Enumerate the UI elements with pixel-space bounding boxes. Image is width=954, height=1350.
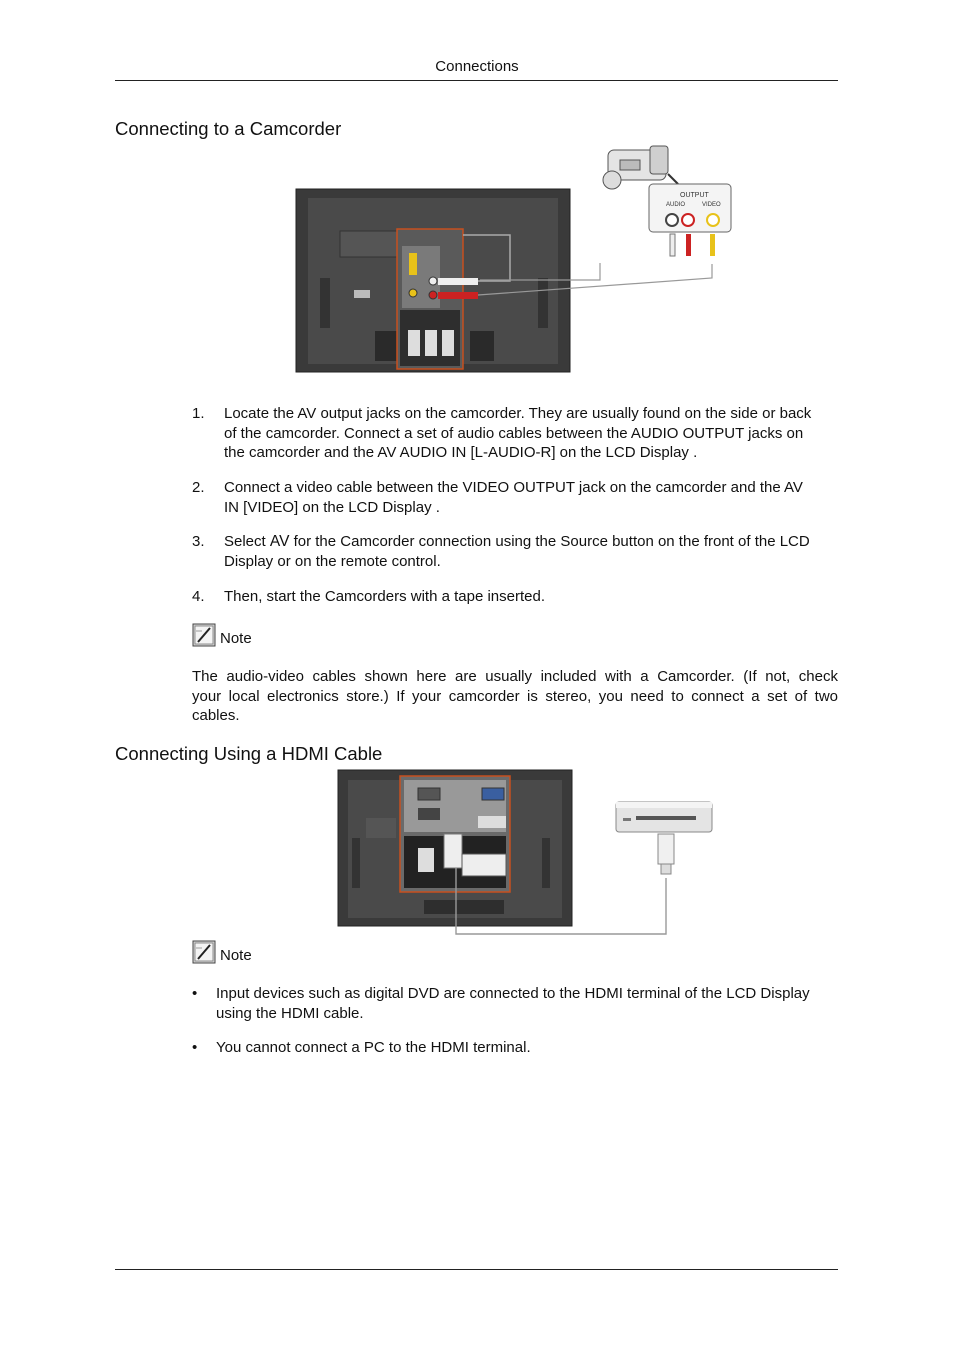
note-1-line-3: cables. [192, 707, 240, 724]
step-1-line-1: Locate the AV output jacks on the camcorder. They are usually found on the side or back [224, 405, 812, 422]
step-3-rest: for the Camcorder connection using the Source button on the front of the LCD [293, 533, 810, 550]
bullet-2-line-1: You cannot connect a PC to the HDMI terminal. [216, 1039, 531, 1056]
bullet-1-mark: • [192, 985, 198, 1002]
bullet-1-line-1: Input devices such as digital DVD are connected to the HDMI terminal of the LCD Display [216, 985, 810, 1002]
note-pencil-icon [192, 940, 216, 964]
bullet-2-mark: • [192, 1039, 198, 1056]
step-3-select-word: Select [224, 533, 266, 550]
bullet-1-text [216, 984, 838, 1023]
step-1-line-3: the camcorder and the AV AUDIO IN [L-AUDIO-R] on the LCD Display . [224, 444, 698, 461]
step-2-text [224, 478, 838, 517]
note-heading-1 [192, 623, 252, 647]
step-1-line-2: of the camcorder. Connect a set of audio cables between the AUDIO OUTPUT jacks on [224, 424, 804, 442]
step-2-line-1: Connect a video cable between the VIDEO OUTPUT jack on the camcorder and the AV [224, 479, 803, 496]
page-header-title: Connections [435, 58, 519, 75]
note-label-1: Note [220, 630, 252, 647]
step-4-text [224, 587, 838, 607]
hdmi-connection-diagram [336, 768, 726, 940]
header-rule [115, 80, 838, 81]
step-2-line-2: IN [VIDEO] on the LCD Display . [224, 498, 440, 516]
section-title-camcorder: Connecting to a Camcorder [115, 118, 342, 139]
step-3-av-label: AV [269, 533, 290, 550]
note-1-line-1: The audio-video cables shown here are usually included with a Camcorder. (If not, check [192, 668, 838, 685]
camcorder-device [603, 146, 678, 189]
note-pencil-icon [192, 623, 216, 647]
audio-label: AUDIO [666, 202, 686, 208]
step-1-text [224, 404, 838, 463]
step-3-text [224, 532, 838, 571]
output-label: OUTPUT [680, 192, 709, 199]
note-1-text [192, 667, 838, 726]
bullet-2-text [216, 1038, 838, 1058]
section-title-hdmi: Connecting Using a HDMI Cable [115, 743, 383, 764]
camcorder-connection-diagram [290, 138, 740, 378]
footer-rule [115, 1269, 838, 1270]
bullet-1-line-2: using the HDMI cable. [216, 1004, 364, 1022]
note-label-2: Note [220, 947, 252, 964]
note-heading-2 [192, 940, 252, 964]
step-2-number: 2. [192, 479, 205, 496]
step-4-number: 4. [192, 588, 205, 605]
dvd-player-device [616, 802, 712, 832]
video-label: VIDEO [702, 202, 721, 208]
step-1-number: 1. [192, 405, 205, 422]
step-3-number: 3. [192, 533, 205, 550]
step-3-line-2: Display or on the remote control. [224, 552, 441, 570]
note-1-line-2: your local electronics store.) If your camcorder is stereo, you need to connect a set of two [192, 687, 838, 705]
step-4-line-1: Then, start the Camcorders with a tape inserted. [224, 588, 545, 605]
